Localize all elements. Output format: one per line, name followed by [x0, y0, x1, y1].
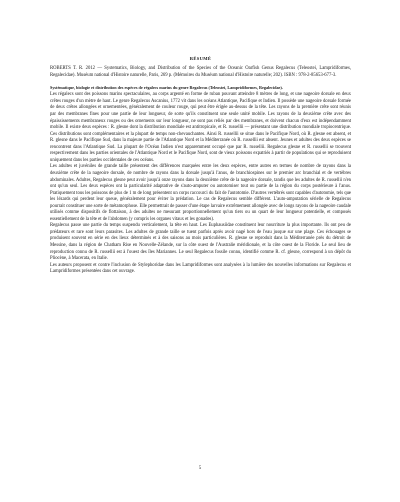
page-number: 5 — [198, 466, 202, 471]
abstract-paragraph: Regalecus passe une partie du temps suspendu verticalement, la tête en haut. Les Euphausiidae constituent leur nourriture la plus importante. Ils ont peu de prédateurs et rare sont leurs parasites. Les adultes de grande taille se tuent parfois après avoir nagé hors de l'eau jusque sur une plage. Ces échouages se produisent souvent en série en des lieux déterminés et à des saisons au mois particulières. R. glesne se reproduit dans la Méditerranée près du détroit de Messine, dans la région de Chatham Rise en Nouvelle-Zélande, sur la côte ouest de l'Australie méridionale, et la côte ouest de la Floride. Le seul lieu de reproduction connu de R. russellii est à l'ouest des îles Mariannes. Le seul Regalecus fossile connu, identifié comme R. cf. glesne, correspond à un dépôt du Pliocène, à Macerata, en Italie. — [50, 223, 351, 262]
bibliographic-reference: ROBERTS T. R. 2012 — Systematics, Biology, and Distribution of the Species of the Oceanic Oarfish Genus Regalecus (Teleostei, Lampridiformes, Regalecidae). Muséum national d'Histoire naturelle, Paris, 269 p. (Mémoires du Muséum national d'Histoire naturelle; 202). ISBN : 978-2-85653-677-3. — [50, 66, 351, 78]
abstract-paragraph: Les auteurs proposent et contre l'inclusion de Stylephoridae dans les Lampridiformes sont analysées à la lumière des nouvelles informations sur Regalecus et Lampridiformes présentées dans cet ouvrage. — [50, 262, 351, 275]
abstract-subheading: Systématique, biologie et distribution des espèces de régalecs marins du genre Regalecus (Teleostei, Lampridiformes, Regalecidae). — [50, 85, 283, 91]
abstract-paragraph: Les adultes et juvéniles de grande taille présentent des différences marquées entre les deux espèces, entre autres en termes de nombre de rayons dans la deuxième crête de la nageoire dorsale, de nombre de rayons dans la dorsale jusqu'à l'anus, de branchiospines sur le premier arc branchial et de vertèbres abdominales. Adultes, Regalecus glesne peut avoir jusqu'à onze rayons dans la deuxième crête de la nageoire dorsale, tandis que les adultes de R. russellii n'en ont qu'un seul. Les deux espèces ont la particularité adaptative de s'auto-amputer ou autotomiser tout ou partie de la région du corps postérieure à l'anus. Pratiquement tous les poissons de plus de 1 m de long présentent un corps raccourci du fait de l'autotomie. D'autres vertébrés sont capables d'autotomie, tels que les lézards qui perdent leur queue, généralement pour éviter la prédation. Le cas de Regalecus semble différent. L'auto-amputation sérielle de Regalecus pourrait constituer une sorte de métamorphose. Elle permettrait de passer d'une étape larvaire extrêmement allongée avec de longs rayons de la nageoire caudale utilisés comme dispositifs de flottaison, à des adultes ne mesurant proportionnellement qu'un tiers ou un quart de leur longueur potentielle, et composés essentiellement de la tête et de l'abdomen (y compris les organes vitaux et les gonades). — [50, 164, 351, 222]
abstract-section — [50, 56, 351, 276]
section-heading: RÉSUMÉ — [189, 56, 212, 61]
abstract-paragraph: Les régalecs sont des poissons marins spectaculaires, au corps argenté en forme de ruban pouvant atteindre 8 mètres de long, et une nageoire dorsale en deux crêtes rouges d'un mètre de haut. Le genre Regalecus Ascanius, 1772 vit dans les océans Atlantique, Pacifique et Indien. Il possède une nageoire dorsale formée de deux crêtes allongées et ornementées, généralement de couleur rouge, qui peut être érigée au-dessus de la tête. Les rayons de la première crête sont réunis par des membranes fines pour une partie de leur longueur, de sorte qu'ils constituent une seule unité mobile. Les rayons de la deuxième crête avec des épaississements membraneux rouges ou des ornements sur leur longueur, ne sont pas reliés par des membranes, et doivent chacun d'eux est indépendamment mobile. Il existe deux espèces : R. glesne dont la distribution mondiale est antitropicale, et R. russellii — présentant une distribution mondiale tropiocentrique. Ces distributions sont complémentaires et la plupart de temps non-chevauchantes. Ainsi R. russellii se situe dans le Pacifique Nord, où R. glesne est absent, et R. glesne dans le Pacifique Sud, dans la majeure partie de l'Atlantique Nord et la Méditerranée où R. russellii est absent. Jeunes et adultes des deux espèces se rencontrent dans l'Atlantique Sud. La plupart de l'Océan Indien n'est apparemment occupé que par R. russellii. Regalecus glesne et R. russellii se trouvent respectivement dans les parties orientales de l'Atlantique Nord et le Pacifique Nord, sont de vieux poissons expatriés à partir de populations qui se reproduisent uniquement dans les parties occidentales de ces océans. — [50, 92, 351, 163]
